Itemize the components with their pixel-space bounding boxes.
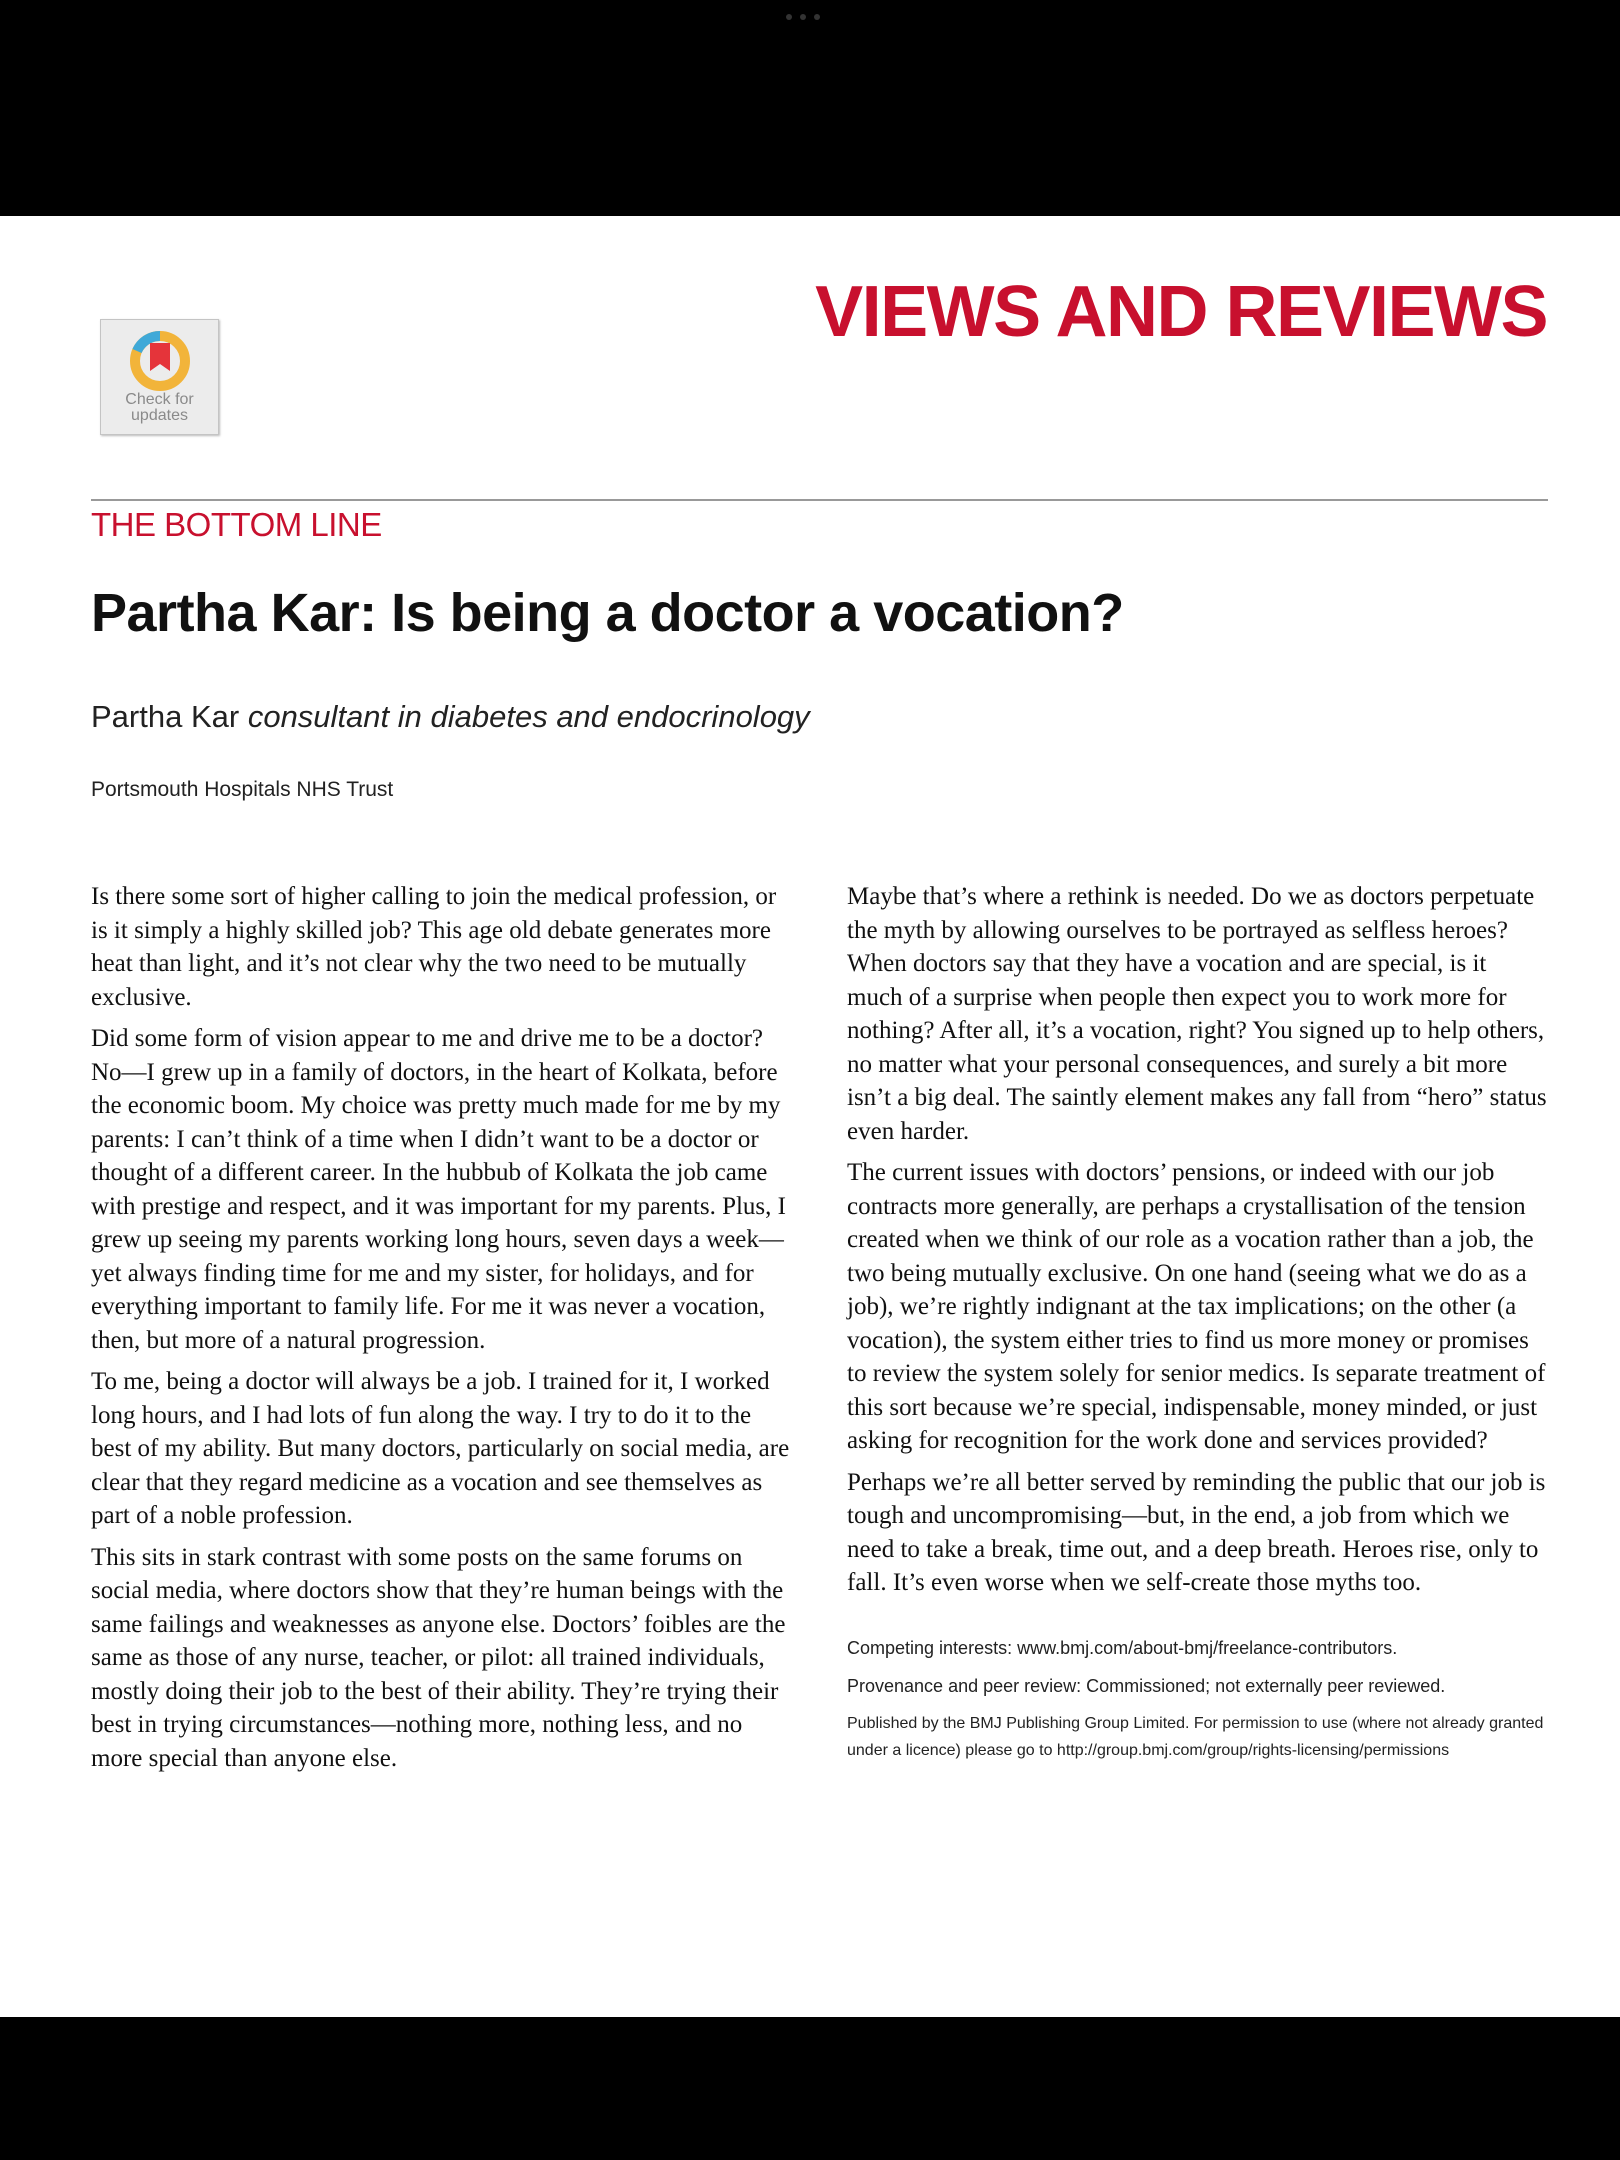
check-for-updates-label: Check for updates xyxy=(125,391,194,424)
author-affiliation: Portsmouth Hospitals NHS Trust xyxy=(91,778,394,801)
author-name: Partha Kar xyxy=(91,699,240,734)
top-black-bar xyxy=(0,0,1620,216)
body-paragraph: The current issues with doctors’ pensions, or indeed with our job contracts more generally, are perhaps a crystallisation of the tension created when we think of our role as a vocation rather than a job, the two being mutually exclusive. On one hand (seeing what we do as a job), we’re rightly indignant at the tax implications; on the other (a vocation), the system either tries to find us more money or promises to review the system solely for senior medics. Is separate treatment of this sort because we’re special, indispensable, money minded, or just asking for recognition for the work done and services provided? xyxy=(847,1159,1546,1454)
bottom-black-bar xyxy=(0,2017,1620,2160)
footnotes xyxy=(847,1634,1547,1764)
provenance-note: Provenance and peer review: Commissioned; not externally peer reviewed. xyxy=(847,1675,1446,1696)
author-role: consultant in diabetes and endocrinology xyxy=(247,699,810,734)
body-paragraph: Did some form of vision appear to me and drive me to be a doctor? No—I grew up in a family of doctors, in the heart of Kolkata, before the economic boom. My choice was pretty much made for me by my parents: I can’t think of a time when I didn’t want to be a doctor or thought of a different career. In the hubbub of Kolkata the job came with prestige and respect, and it was important for my parents. Plus, I grew up seeing my parents working long hours, seven days a week—yet always finding time for me and my sister, for holidays, and for everything important to family life. For me it was never a vocation, then, but more of a natural progression. xyxy=(91,1025,786,1354)
drag-handle[interactable] xyxy=(786,14,820,20)
byline xyxy=(91,699,810,735)
body-column-right xyxy=(847,880,1547,1774)
competing-interests-note: Competing interests: www.bmj.com/about-bmj/freelance-contributors. xyxy=(847,1637,1398,1658)
header-divider xyxy=(91,499,1548,501)
article-page xyxy=(0,216,1620,2017)
body-paragraph: Perhaps we’re all better served by reminding the public that our job is tough and uncompromising—but, in the end, a job from which we need to take a break, time out, and a deep breath. Heroes rise, only to fall. It’s even worse when we self-create those myths too. xyxy=(847,1468,1546,1596)
section-banner: VIEWS AND REVIEWS xyxy=(815,272,1547,352)
body-paragraph: Maybe that’s where a rethink is needed. Do we as doctors perpetuate the myth by allowing ourselves to be portrayed as selfless heroes? When doctors say that they have a vocation and are special, is it much of a surprise when people then expect you to work more for nothing? After all, it’s a vocation, right? You signed up to help others, no matter what your personal consequences, and surely a bit more isn’t a big deal. The saintly element makes any fall from “hero” status even harder. xyxy=(847,883,1547,1145)
publisher-note: Published by the BMJ Publishing Group Limited. For permission to use (where not already granted under a licence) please go to http://group.bmj.com/group/rights-licensing/permissions xyxy=(847,1714,1544,1759)
check-for-updates-badge[interactable] xyxy=(100,319,219,435)
body-paragraph: This sits in stark contrast with some posts on the same forums on social media, where doctors show that they’re human beings with the same failings and weaknesses as anyone else. Doctors’ foibles are the same as those of any nurse, teacher, or pilot: all trained individuals, mostly doing their job to the best of their ability. They’re trying their best in trying circumstances—nothing more, nothing less, and no more special than anyone else. xyxy=(91,1543,786,1772)
body-paragraph: To me, being a doctor will always be a job. I trained for it, I worked long hours, and I had lots of fun along the way. I try to do it to the best of my ability. But many doctors, particularly on social media, are clear that they regard medicine as a vocation and see themselves as part of a noble profession. xyxy=(91,1368,790,1529)
body-paragraph: Is there some sort of higher calling to join the medical profession, or is it simply a highly skilled job? This age old debate generates more heat than light, and it’s not clear why the two need to be mutually exclusive. xyxy=(91,883,777,1011)
series-kicker: THE BOTTOM LINE xyxy=(91,506,382,543)
body-column-left xyxy=(91,880,791,1783)
bookmark-ring-icon xyxy=(128,329,192,393)
article-headline: Partha Kar: Is being a doctor a vocation? xyxy=(91,583,1124,643)
